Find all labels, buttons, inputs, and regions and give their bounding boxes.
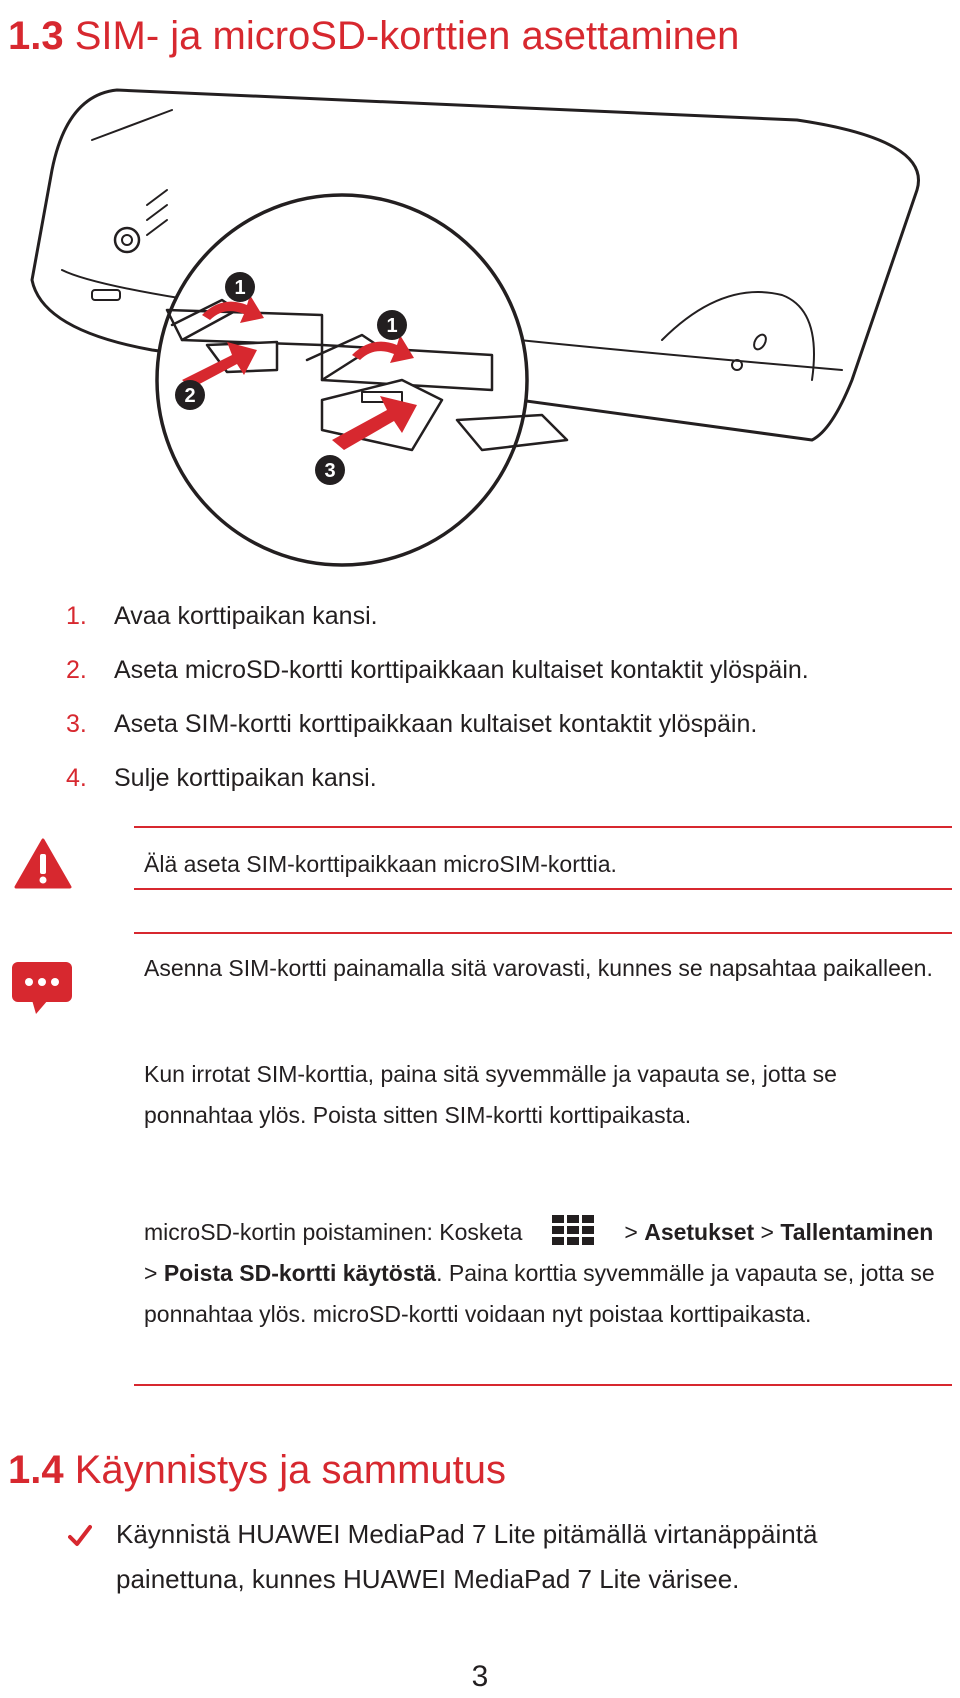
step-item — [66, 654, 809, 708]
note-paragraph-1: Asenna SIM-kortti painamalla sitä varovasti, kunnes se napsahtaa paikalleen. — [144, 955, 933, 981]
step-number: 4. — [66, 764, 87, 792]
speech-bubble-icon — [10, 960, 74, 1016]
note-top-rule — [134, 932, 952, 934]
step-text: Aseta microSD-kortti korttipaikkaan kultaiset kontaktit ylöspäin. — [114, 656, 809, 684]
note-suffix: . Paina korttia syvemmälle ja vapauta se, jotta se ponnahtaa ylös. microSD-kortti voidaan nyt poistaa korttipaikasta. — [144, 1260, 935, 1327]
step-number: 2. — [66, 656, 87, 684]
callout-3: 3 — [324, 460, 336, 482]
step-item — [66, 762, 809, 816]
warning-text: Älä aseta SIM-korttipaikkaan microSIM-korttia. — [144, 851, 617, 877]
nav-item-asetukset: Asetukset — [644, 1219, 755, 1245]
section-number: 1.3 — [8, 14, 64, 58]
nav-separator: > — [144, 1260, 158, 1286]
warning-top-rule — [134, 826, 952, 828]
note-bottom-rule — [134, 1384, 952, 1386]
callout-1b: 1 — [386, 315, 398, 337]
callout-1a: 1 — [234, 277, 246, 299]
nav-separator: > — [624, 1219, 638, 1245]
apps-grid-icon — [552, 1215, 594, 1245]
step-text: Sulje korttipaikan kansi. — [114, 764, 377, 792]
note-paragraph-3 — [144, 1212, 944, 1335]
warning-bottom-rule — [134, 888, 952, 890]
step-number: 1. — [66, 602, 87, 630]
section-1-4-text: Käynnistä HUAWEI MediaPad 7 Lite pitämällä virtanäppäintä painettuna, kunnes HUAWEI MediaPad 7 Lite värisee. — [116, 1519, 818, 1594]
section-number: 1.4 — [8, 1448, 64, 1492]
steps-list — [66, 600, 809, 816]
tablet-card-insertion-illustration — [22, 80, 942, 580]
callout-2: 2 — [184, 385, 196, 407]
section-heading-1-4 — [8, 1446, 506, 1494]
step-text: Avaa korttipaikan kansi. — [114, 602, 378, 630]
step-text: Aseta SIM-kortti korttipaikkaan kultaiset kontaktit ylöspäin. — [114, 710, 758, 738]
note-paragraph-2: Kun irrotat SIM-korttia, paina sitä syvemmälle ja vapauta se, jotta se ponnahtaa ylös. Poista sitten SIM-kortti korttipaikasta. — [144, 1061, 837, 1128]
nav-item-poista-sd: Poista SD-kortti käytöstä — [163, 1260, 437, 1286]
step-number: 3. — [66, 710, 87, 738]
step-item — [66, 600, 809, 654]
nav-separator: > — [760, 1219, 774, 1245]
checkmark-icon — [68, 1524, 92, 1548]
section-heading-1-3 — [8, 12, 739, 60]
step-item — [66, 708, 809, 762]
warning-triangle-icon — [14, 838, 72, 890]
note-prefix: microSD-kortin poistaminen: Kosketa — [144, 1219, 523, 1245]
page-number: 3 — [471, 1660, 489, 1693]
section-title: SIM- ja microSD-korttien asettaminen — [74, 14, 740, 58]
section-title: Käynnistys ja sammutus — [74, 1448, 507, 1492]
nav-item-tallentaminen: Tallentaminen — [780, 1219, 934, 1245]
